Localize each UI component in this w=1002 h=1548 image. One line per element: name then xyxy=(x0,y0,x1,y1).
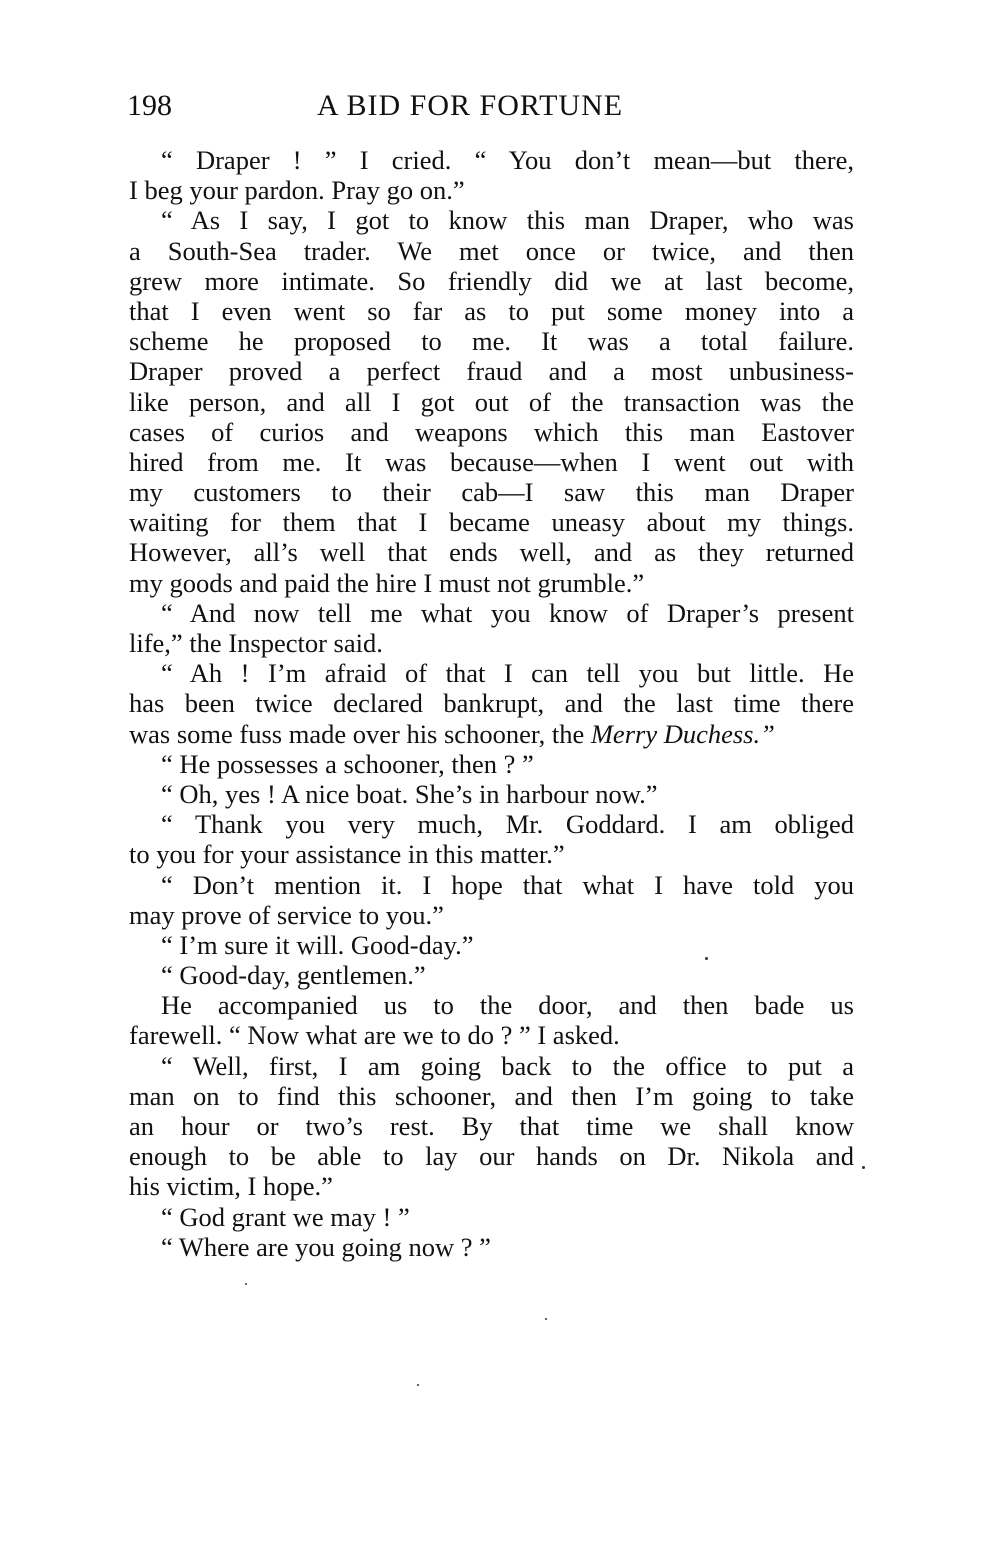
text-line: an hour or two’s rest. By that time we shall know xyxy=(129,1111,854,1141)
text-line: my goods and paid the hire I must not grumble.” xyxy=(129,567,645,598)
text-line: He accompanied us to the door, and then bade us xyxy=(161,990,854,1021)
text-line: “ Ah ! I’m afraid of that I can tell you but little. He xyxy=(161,658,854,689)
text-line: “ I’m sure it will. Good-day.” xyxy=(161,929,474,960)
text-line: like person, and all I got out of the transaction was the xyxy=(129,386,854,417)
text-line: man on to find this schooner, and then I’m going to take xyxy=(129,1080,854,1111)
text-line: cases of curios and weapons which this man Eastover xyxy=(129,416,854,447)
text-line-with-italic xyxy=(129,719,854,749)
text-line: “ Good-day, gentlemen.” xyxy=(161,960,426,991)
text-line: his victim, I hope.” xyxy=(129,1171,333,1202)
text-line: Draper proved a perfect fraud and a most unbusiness- xyxy=(129,356,854,387)
text-line: may prove of service to you.” xyxy=(129,899,444,930)
running-title: A BID FOR FORTUNE xyxy=(317,89,624,122)
schooner-name: Merry Duchess.” xyxy=(590,718,775,749)
text-line: has been twice declared bankrupt, and the last time there xyxy=(129,688,854,719)
text-line: “ Oh, yes ! A nice boat. She’s in harbour now.” xyxy=(161,778,658,809)
text-line: “ He possesses a schooner, then ? ” xyxy=(161,748,534,779)
text-line: grew more intimate. So friendly did we at last become, xyxy=(129,265,854,296)
body-text xyxy=(129,145,854,1262)
text-line: scheme he proposed to me. It was a total failure. xyxy=(129,326,854,357)
text-line: that I even went so far as to put some money into a xyxy=(129,295,854,326)
text-line: waiting for them that I became uneasy about my things. xyxy=(129,507,854,538)
text-line: “ Draper ! ” I cried. “ You don’t mean—but there, xyxy=(161,145,854,175)
text-line: enough to be able to lay our hands on Dr. Nikola and xyxy=(129,1141,854,1172)
text-line: life,” the Inspector said. xyxy=(129,628,383,658)
text-line: a South-Sea trader. We met once or twice, and then xyxy=(129,235,854,266)
text-line-start: was some fuss made over his schooner, the xyxy=(129,718,591,749)
scan-speck xyxy=(705,957,708,960)
scan-speck xyxy=(417,1384,419,1386)
text-line: “ As I say, I got to know this man Draper, who was xyxy=(161,205,854,236)
text-line: “ Don’t mention it. I hope that what I have told you xyxy=(161,869,854,900)
text-line: “ And now tell me what you know of Draper’s present xyxy=(161,597,854,628)
text-line: “ Thank you very much, Mr. Goddard. I am obliged xyxy=(161,809,854,840)
text-line: to you for your assistance in this matter.” xyxy=(129,839,565,870)
scan-speck xyxy=(545,1318,547,1320)
scan-speck xyxy=(862,1166,865,1169)
text-line: farewell. “ Now what are we to do ? ” I asked. xyxy=(129,1020,620,1051)
text-line: I beg your pardon. Pray go on.” xyxy=(129,175,465,206)
text-line: “ Well, first, I am going back to the office to put a xyxy=(161,1050,854,1081)
text-line: However, all’s well that ends well, and as they returned xyxy=(129,537,854,568)
text-line: my customers to their cab—I saw this man Draper xyxy=(129,477,854,508)
page-header xyxy=(127,86,855,126)
page-number: 198 xyxy=(127,89,172,122)
text-line: hired from me. It was because—when I went out with xyxy=(129,446,854,477)
text-line: “ God grant we may ! ” xyxy=(161,1201,410,1232)
text-line: “ Where are you going now ? ” xyxy=(161,1231,491,1262)
scan-speck xyxy=(245,1283,247,1285)
